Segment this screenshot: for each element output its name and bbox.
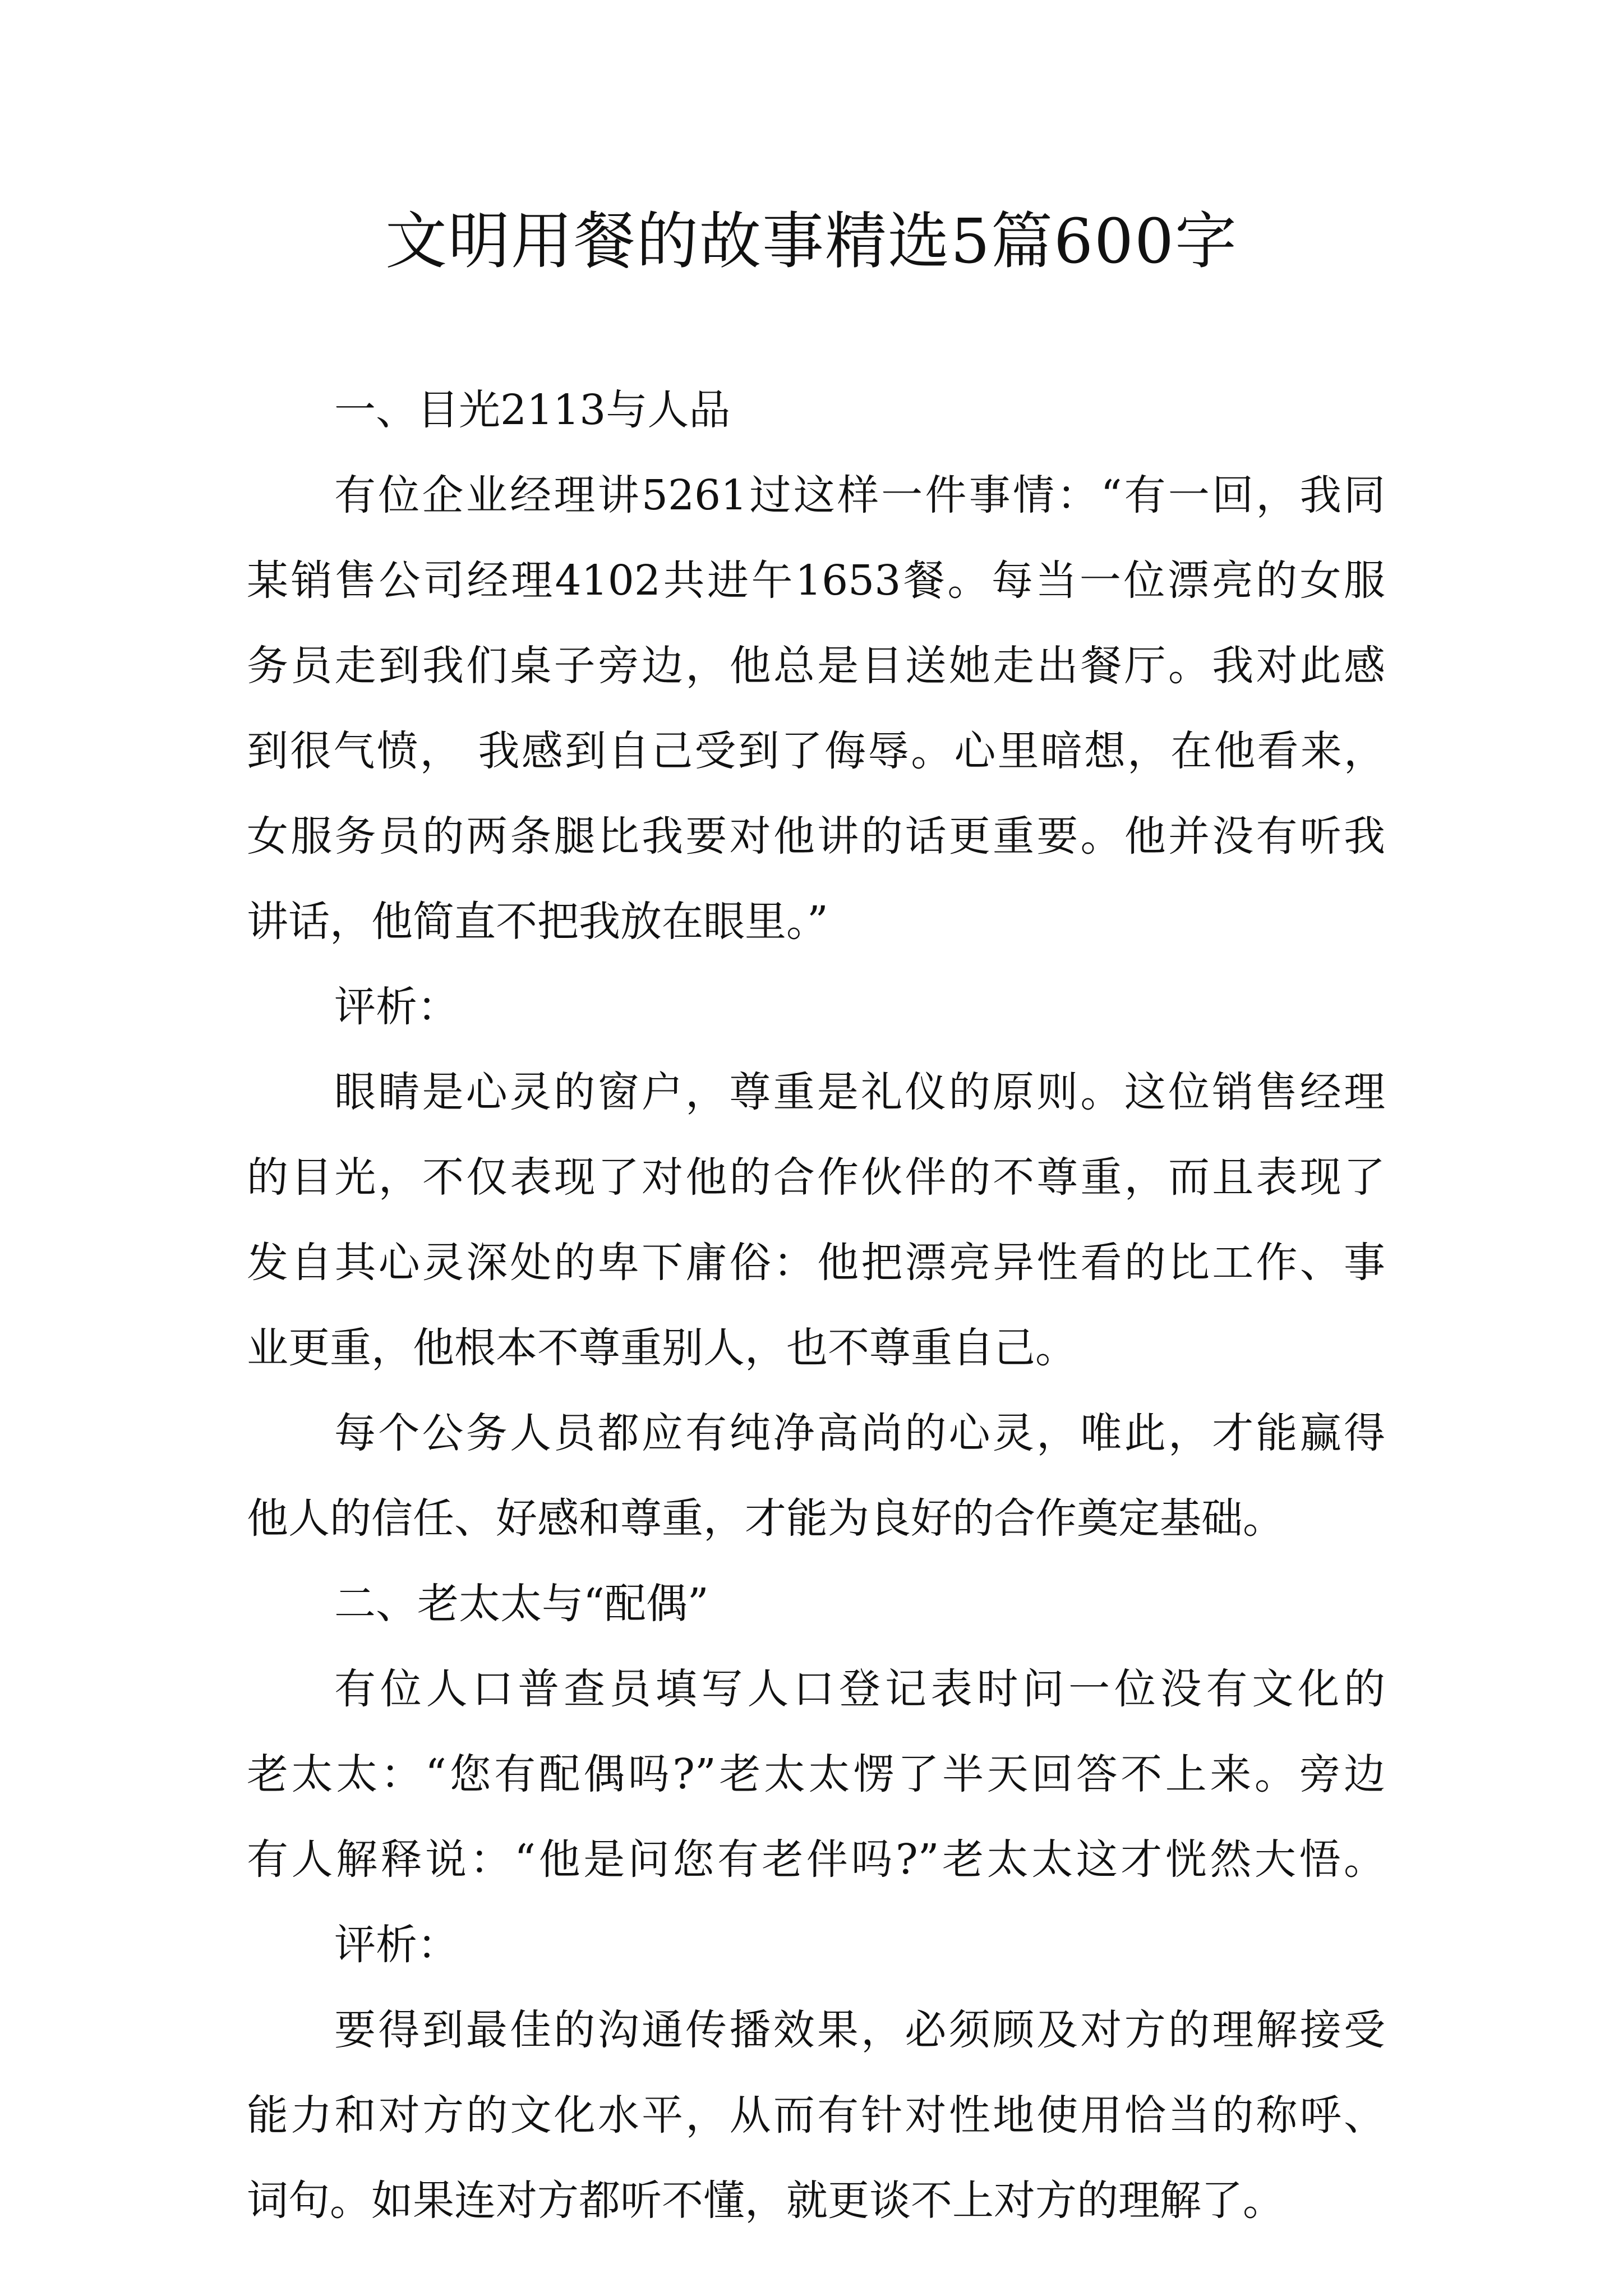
- text-line: 一、目光2113与人品: [334, 386, 731, 434]
- text-line: 女服务员的两条腿比我要对他讲的话更重要。他并没有听我: [247, 812, 1385, 861]
- text-line: 能力和对方的文化水平，从而有针对性地使用恰当的称呼、: [247, 2091, 1385, 2139]
- text-line: 二、老太太与“配偶”: [334, 1580, 709, 1628]
- text-line: 评析：: [334, 1921, 459, 1969]
- text-line: 词句。如果连对方都听不懂，就更谈不上对方的理解了。: [247, 2177, 1284, 2225]
- text-line: 业更重，他根本不尊重别人，也不尊重自己。: [247, 1324, 1077, 1372]
- text-line: 的目光，不仅表现了对他的合作伙伴的不尊重，而且表现了: [247, 1153, 1385, 1202]
- text-line: 老太太：“您有配偶吗?”老太太愣了半天回答不上来。旁边: [247, 1750, 1385, 1798]
- text-line: 讲话，他简直不把我放在眼里。”: [247, 898, 828, 946]
- text-line: 到很气愤， 我感到自己受到了侮辱。心里暗想，在他看来，: [247, 727, 1385, 775]
- text-line: 有人解释说：“他是问您有老伴吗?”老太太这才恍然大悟。: [247, 1835, 1385, 1884]
- text-line: 发自其心灵深处的卑下庸俗：他把漂亮异性看的比工作、事: [247, 1239, 1385, 1287]
- text-line: 有位人口普查员填写人口登记表时问一位没有文化的: [334, 1665, 1385, 1713]
- text-line: 眼睛是心灵的窗户，尊重是礼仪的原则。这位销售经理: [334, 1068, 1385, 1116]
- text-line: 有位企业经理讲5261过这样一件事情：“有一回，我同: [334, 471, 1385, 519]
- text-line: 他人的信任、好感和尊重，才能为良好的合作奠定基础。: [247, 1494, 1284, 1543]
- document-body: [247, 367, 1385, 2243]
- text-line: 评析：: [334, 983, 459, 1031]
- text-line: 务员走到我们桌子旁边，他总是目送她走出餐厅。我对此感: [247, 642, 1385, 690]
- text-line: 某销售公司经理4102共进午1653餐。每当一位漂亮的女服: [247, 556, 1385, 605]
- document-title: 文明用餐的故事精选5篇600字: [385, 205, 1238, 277]
- text-line: 每个公务人员都应有纯净高尚的心灵，唯此，才能赢得: [334, 1409, 1385, 1457]
- text-line: 要得到最佳的沟通传播效果，必须顾及对方的理解接受: [334, 2006, 1385, 2054]
